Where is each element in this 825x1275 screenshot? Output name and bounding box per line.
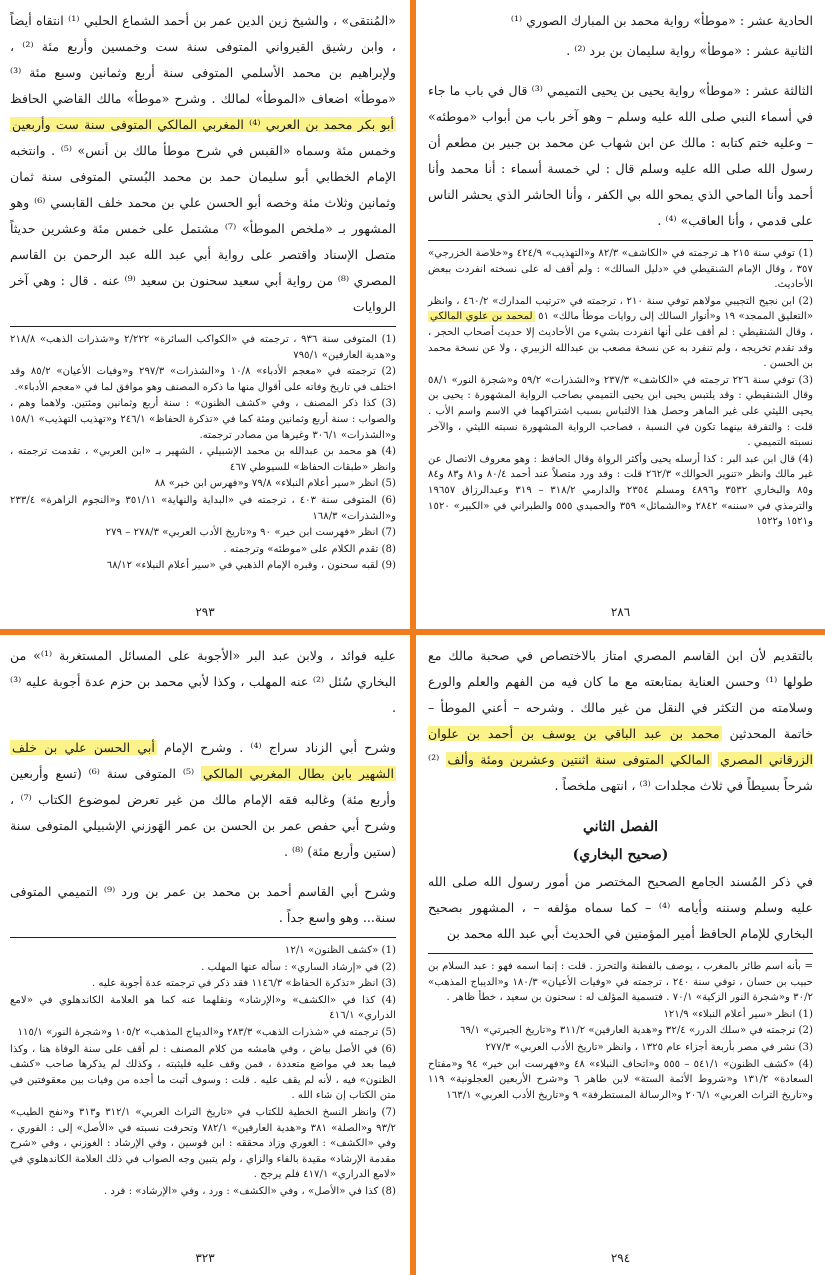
footnote: (4) «كشف الظنون» ٥٤١/١ – ٥٥٥ و«اتحاف النبلاء» ٤٨ و«فهرست ابن خير» ٩٤ و«مفتاح السعادة» ١٣١/٢ و«شروط الأئمة الستة» لابن طاهر ٦ و«شرح الأربعين العجلونية» ١١٩ و«تاريخ التراث العربي» ٢٠٦/١ و«الرسالة المستطرفة» ٩ و«تاريخ الأدب العربي» ١٦٣/١ [428, 1058, 814, 1101]
footnote: (7) انظر «فهرست ابن خير» ٩٠ و«تاريخ الأدب العربي» ٢٧٨/٣ – ٢٧٩ [105, 527, 396, 539]
highlighted-text: الشهير بابن بطال المغربي المالكي [202, 766, 394, 781]
page-323 [0, 635, 410, 1275]
footnote: (3) كذا ذكر المصنف ، وفي «كشف الظنون» : سنة أربع وثمانين ومئتين. ولاهما وهم ، والصواب : سنة أربع وثمانين ومئة كما في «تذكرة الحفاظ» ٢٤٦/١ و«تهذيب التهذيب» ١٥٨/١ و«الشذرات» ٣٠٦/١ وغيرها من مصادر ترجمته. [10, 398, 396, 441]
chapter-subheading: (صحيح البخاري) [572, 847, 669, 863]
body-paragraph [428, 643, 813, 799]
spacer [10, 869, 396, 879]
footnote-rule [428, 240, 813, 241]
footnote: (6) المتوفى سنة ٤٠٣ ، ترجمته في «البداية والنهاية» ٣٥١/١١ و«النجوم الزاهرة» ٢٣٣/٤ و«الشذرات» ١٦٨/٣ [10, 494, 396, 522]
footnote: (1) توفي سنة ٢١٥ هـ ترجمته في «الكاشف» ٨٢/٣ و«التهذيب» ٤٢٤/٩ و«خلاصة الخزرجي» ٣٥٧ ، وقال الإمام الشنقيطي في «دليل السالك» : ولم أقف له على نسخته انفردت ببعض الأحاديث. [428, 248, 813, 291]
footnote-rule [428, 953, 813, 954]
chapter-heading: الفصل الثاني [582, 819, 659, 835]
body-paragraph [10, 8, 396, 320]
body-paragraph: في ذكر المُسند الجامع الصحيح المختصر من أمور رسول الله صلى الله عليه وسلم وسننه وأيامه ⁽⁴⁾ – كما سماه مؤلفه – ، المشهور بصحيح البخاري للإمام الحافظ أمير المؤمنين في الحديث أبي عبد الله محمد بن [428, 874, 813, 941]
footnote: (3) نشر في مصر بأربعة أجزاء عام ١٣٢٥ ، وانظر «تاريخ الأدب العربي» ٢٧٧/٣ [485, 1041, 813, 1053]
page-number: ٢٩٤ [610, 1251, 631, 1265]
footnotes [428, 246, 813, 530]
footnote: (8) كذا في «الأصل» ، وفي «الكشف» : ورد ، وفي «الإرشاد» : فرد . [103, 1185, 396, 1197]
footnote [428, 294, 813, 372]
body-paragraph: الحادية عشر : «موطأ» رواية محمد بن المبارك الصوري ⁽¹⁾ [510, 13, 813, 28]
page-293 [0, 0, 410, 629]
footnote: = بأنه اسم طائر بالمغرب ، يوصف بالفطنة والتحرز . قلت : إنما اسمه فهو : عبد السلام بن حبيب بن حسان ، توفي سنة ٢٤٠ ، ترجمته في «وفيات الأعيان» ١٨٠/٣ و«الديباج المذهب» ٣٠/٢ و«شجرة النور الزكية» ٧٠/١ . فتسمية المؤلف له : سحنون بن سعيد ، خطأ ظاهر . [428, 961, 813, 1004]
page-294 [416, 635, 825, 1275]
spacer [428, 68, 813, 78]
footnote: (8) تقدم الكلام على «موطئه» وترجمته . [223, 543, 396, 555]
body-text-segment: وخمس مئة وسماه «القبس في شرح موطأ مالك بن أنس» ⁽⁵⁾ . وانتخبه الإمام الخطابي أبو سليمان حمد بن محمد البُستي المتوفى سنة ثمان وثمانين وثلاث مئة وخصه أبو الحسن علي بن محمد خلف القابسي ⁽⁶⁾ وهو المشهور بـ «ملخص الموطأ» ⁽⁷⁾ مشتمل على خمس مئة وعشرين حديثاً متصل الإسناد واقتصر على رواية أبي عبد الله عبد الرحمن بن القاسم المصري ⁽⁸⁾ من رواية أبي سعيد سحنون بن سعيد ⁽⁹⁾ عنه . قال : وهي آخر الروايات [10, 143, 397, 314]
page-number: ٣٢٣ [195, 1251, 215, 1265]
footnote: (2) ترجمته في «معجم الأدباء» ١٠/٨ و«الشذرات» ٢٩٧/٣ و«وفيات الأعيان» ٨٥/٢ وقد اختلف في تاريخ وفاته على أقوال منها ما ذكره المصنف وهو موافق لما في «معجم الأدباء». [10, 366, 396, 393]
body-text-segment: وشرح أبي الزناد سراج ⁽⁴⁾ . وشرح الإمام [164, 740, 396, 755]
body-text-segment: «المُنتقى» ، والشيخ زين الدين عمر بن أحمد الشماع الحلبي ⁽¹⁾ انتقاه أيضاً ، وابن رشيق القيرواني المتوفى سنة ست وخمسين وأربع مئة ⁽²⁾ ، ولإبراهيم بن محمد الأسلمي المتوفى سنة أربع وثمانين وسبع مئة ⁽³⁾ «موطأ» اضعاف «الموطأ» لمالك . وشرح «موطأ» مالك القاضي الحافظ [10, 13, 396, 106]
footnote: (4) هو محمد بن عبدالله بن محمد الإشبيلي ، الشهير بـ «ابن العربي» ، تقدمت ترجمته ، وانظر «طبقات الحفاظ» للسيوطي ٤٦٧ [10, 446, 396, 473]
footnote-rule [10, 937, 396, 938]
body-text-segment: المحدثين [729, 726, 776, 741]
footnote: (3) انظر «تذكرة الحفاظ» ١١٤٦/٣ فقد ذكر في ترجمته عدة أجوبة عليه . [92, 978, 396, 990]
page-number: ٢٩٣ [195, 605, 215, 619]
footnote: (3) توفي سنة ٢٢٦ ترجمته في «الكاشف» ٢٣٧/٣ و«الشذرات» ٥٩/٢ و«شجرة النور» ٥٨/١ وقال الشنقيطي : وقد يلتبس يحيى ابن يحيى التميمي بصاحب الرواية المشهورة : يحيى بن يحيى الليثي على غير الماهر وحصل هذا الالتباس بسبب اشتراكهما في الاسم واسم الأب . قلت : والتفرقة بينهما تكون في النسبة ، فصاحب الرواية المشهورة نسبته الليثي ، والآخر نسبته التميمي . [428, 374, 813, 449]
body-paragraph: الثانية عشر : «موطأ» رواية سليمان بن برد ⁽²⁾ . [566, 43, 813, 58]
body-paragraph: وشرح أبي القاسم أحمد بن محمد بن عمر بن ورد ⁽⁹⁾ التميمي المتوفى سنة... وهو واسع جداً . [10, 884, 396, 925]
footnote: (4) كذا في «الكشف» و«الإرشاد» ونقلهما عنه كما هو العلامة الكاندهلوي في «لامع الدراري» ٤١٦/١ [10, 994, 396, 1022]
spacer [428, 803, 813, 813]
footnote-segment: ، وقال الشنقيطي : لم أقف على أنها انفردت بشيء من الأحاديث إلا حديث أصحاب الحجر ، وقد تقدم تخريجه ، ولم تنفرد به عن نسخة مصعب بن عبدالله الزبيري ، ولا عن نسخة محمد بن الحسن . [428, 326, 813, 370]
footnote: (7) وانظر النسخ الخطية للكتاب في «تاريخ التراث العربي» ٣١٢/١ و٣١٣ و«نفح الطيب» ٩٣/٢ و«الصلة» ٣٨١ و«هدية العارفين» ٧٨٢/١ وتحرفت نسبته في «الأصل» إلى : الفوري ، وفي «الكشف» : الغوري وزاد محققه : ابن قوسين ، وفي الإرشاد : الغوزني ، وفي «شرح مقدمة الإرشاد» مقيدة بالفاء والزاي ، ولم يتبين وجه الصواب في ذلك العلامة الكاندهلوي في «لامع الدراري» ٤١٧/١ فلم يرجح . [10, 1106, 397, 1181]
body-paragraph: عليه فوائد ، ولابن عبد البر «الأجوبة على المسائل المستغربة ⁽¹⁾» من البخاري سُئل ⁽²⁾ عنه المهلب ، وكذا لأبي محمد بن حزم عدة أجوبة عليه ⁽³⁾ . [10, 648, 396, 715]
footnote: (9) لقبه سحنون ، وقبره الإمام الذهبي في «سير أعلام النبلاء» ٦٨/١٢ [106, 560, 396, 572]
page-body [10, 8, 396, 320]
footnote: (5) ترجمته في «شذرات الذهب» ٢٨٣/٣ و«الديباج المذهب» ١٠٥/٢ و«شجرة النور» ١١٥/١ [17, 1026, 396, 1038]
footnote: (6) في الأصل بياض ، وفي هامشه من كلام المصنف : لم أقف على سنة الوفاة هنا ، وكذا فيما بعد في مواضع متعددة ، فمن وقف عليه فليثبته ، وكذلك لم يذكرها صاحب «كشف الظنون» فيه ، لأنه لم يقف عليه . قلت : وسوف أثبت ما أجده من وفيات بين معقوفتين في متن الكتاب إن شاء الله . [10, 1043, 396, 1102]
page-body [428, 8, 813, 234]
page-286 [416, 0, 825, 629]
body-text-segment: ⁽⁵⁾ المتوفى سنة ⁽⁶⁾ (تسع وأربعين وأربع مئة) وغالبه فقه الإمام مالك من غير تعرض لموضوع الكتاب ⁽⁷⁾ ، وشرح أبي حفص عمر بن الحسن بن عمر الهَوزني الإشبيلي المتوفى سنة (ستين وأربع مئة) ⁽⁸⁾ . [10, 766, 396, 859]
page-body [10, 643, 396, 931]
footnote: (2) في «إرشاد الساري» : سأله عنها المهلب . [201, 961, 396, 973]
page-body [428, 643, 813, 947]
footnote: (4) قال ابن عبد البر : كذا أرسله يحيى وأكثر الرواة وقال الحافظ : وهو معروف الاتصال عن غير مالك وانظر «تنوير الحوالك» ٢٦٢/٣ قلت : وقد ورد متصلاً عند أحمد ٨٠/٤ و٨١ و٨٣ و٨٤ و٨٥ والبخاري ٣٥٣٢ و٤٨٩٦ ومسلم ٢٣٥٤ والدارمي ٣١٨/٢ – ٣١٩ وعبدالرزاق ١٩٦٥٧ والترمذي في «سننه» ٢٨٤٢ و«الشمائل» ٣٥٩ والحميدي ٥٥٥ والطبراني في «الكبير» ١٥٢٠ و١٥٢١ و١٥٢٢ [428, 453, 813, 528]
footnote: (1) انظر «سير أعلام النبلاء» ١٢١/٩ [663, 1008, 813, 1020]
body-paragraph: الثالثة عشر : «موطأ» رواية يحيى بن يحيى التميمي ⁽³⁾ قال في باب ما جاء في أسماء النبي صلى الله عليه وسلم – وهو آخر باب من أبواب «موطئه» – وعليه ختم كتابه : مالك عن ابن شهاب عن محمد بن جبير بن مطعم أن رسول الله صلى الله عليه وسلم قال : لي خمسة أسماء : أنا محمد وأنا أحمد وأنا الماحي الذي يمحو الله بي الكفر ، وأنا الحاشر الذي يحشر الناس على قدمي ، وأنا العاقب» ⁽⁴⁾ . [428, 83, 813, 228]
footnotes [10, 943, 396, 1200]
footnote: (1) المتوفى سنة ٩٣٦ ، ترجمته في «الكواكب السائرة» ٢/٢٢٢ و«شذرات الذهب» ٢١٨/٨ و«هدية العارفين» ٧٩٥/١ [10, 334, 397, 361]
footnote-rule [10, 326, 396, 327]
footnote-segment: (2) ابن نجيح التجيبي مولاهم توفي سنة ٢١٠ ، ترجمته في «ترتيب المدارك» ٤٦٠/٢ ، وانظر «التعليق الممجد» ١٩ و«أنوار السالك إلى روايات موطأ مالك» ٥١ [428, 295, 813, 323]
footnote: (5) انظر «سير أعلام النبلاء» ٧٩/٨ و«فهرس ابن خير» ٨٨ [154, 478, 396, 490]
footnotes [428, 959, 813, 1103]
body-paragraph [10, 735, 396, 865]
spacer [10, 725, 396, 735]
page-number: ٢٨٦ [610, 605, 631, 619]
highlighted-text: محمد بن عبد الباقي بن يوسف بن أحمد بن علوان الزرقاني المصري [428, 726, 813, 767]
body-text-segment: بالتقديم لأن ابن القاسم المصري امتاز بالاختصاص في صحبة مالك مع طولها ⁽¹⁾ وحسن العناية بمتابعته مع ما كان فيه من الفهم والعلم والورع وسلامته من التكثر في النقل من غير مالك . وشرحه – أعني الموطأ – خاتمة [428, 648, 814, 741]
footnote: (1) «كشف الظنون» ١٢/١ [284, 945, 396, 956]
highlighted-text: المالكي المتوفى سنة اثنتين وعشرين ومئة وألف [447, 752, 710, 767]
highlighted-text: أبي الحسن علي بن خلف [12, 740, 155, 755]
highlighted-text: لمحمد بن علوي المالكي [430, 311, 533, 323]
footnote: (2) ترجمته في «سلك الدرر» ٣٢/٤ و«هدية العارفين» ٣١١/٢ و«تاريخ الجبرتي» ٦٩/١ [460, 1025, 813, 1037]
highlighted-text: أبو بكر محمد بن العربي ⁽⁴⁾ المغربي المالكي المتوفى سنة ست وأربعين [12, 117, 394, 132]
body-text-segment: ⁽²⁾ شرحاً بسيطاً في ثلاث مجلدات ⁽³⁾ ، انتهى ملخصاً . [428, 752, 813, 793]
footnotes [10, 332, 396, 574]
